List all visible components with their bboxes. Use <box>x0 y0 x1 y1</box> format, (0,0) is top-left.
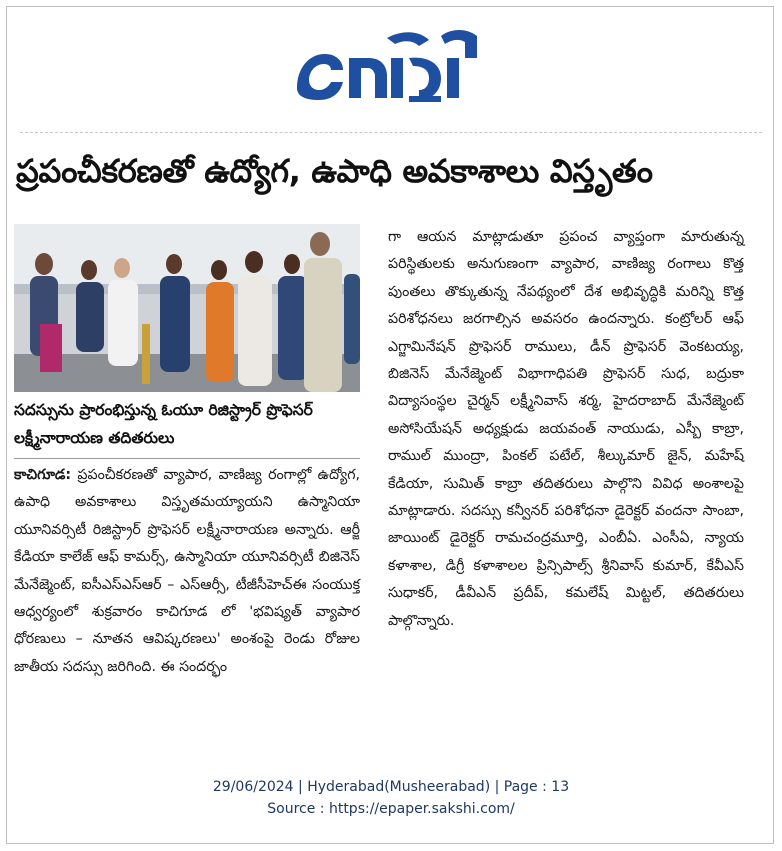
article-column-left <box>14 462 360 681</box>
page-footer <box>0 776 782 820</box>
dateline: కాచిగూడ: <box>14 467 72 483</box>
masthead <box>0 18 782 102</box>
header-divider <box>20 132 762 133</box>
edition-info: 29/06/2024 | Hyderabad(Musheerabad) | Page : 13 <box>212 779 570 795</box>
article-body-right: గా ఆయన మాట్లాడుతూ ప్రపంచ వ్యాప్తంగా మారుతున్న పరిస్థితులకు అనుగుణంగా వ్యాపార, వాణిజ్య రంగాలు కొత్త పుంతలు తొక్కుతున్న నేపథ్యంలో దేశ అభివృద్ధికి మరిన్ని కొత్త పరిశోధనలు జరగాల్సిన అవసరం ఉందన్నారు. కంట్రోలర్ ఆఫ్ ఎగ్జామినేషన్ ప్రొఫెసర్ రాములు, డీన్ ప్రొఫెసర్ వెంకటయ్య, బిజినెస్ మేనేజ్మెంట్ విభాగాధిపతి ప్రొఫెసర్ సుధ, బద్రుకా విద్యాసంస్థల చైర్మన్ లక్ష్మీనివాస్ శర్మ, హైదరాబాద్ మేనేజ్మెంట్ అసోసియేషన్ అధ్యక్షుడు జయవంత్ నాయుడు, ఎస్బీ కాబ్రా, రాముల్ ముంద్రా, పింకల్ పటేల్, శీల్కుమార్ జైన్, మహేష్ కేడియా, సుమిత్ కాబ్రా తదితరులు పాల్గొని వివిధ అంశాలపై మాట్లాడారు. సదస్సు కన్వీనర్ పరిశోధనా డైరెక్టర్ వందనా సాంబా, జాయింట్ డైరెక్టర్ రామచంద్రమూర్తి, ఎంబీఏ. ఎంసీఏ, న్యాయ కళాశాల, డిగ్రీ కళాశాలల ప్రిన్సిపాల్స్ శ్రీనివాస్ కుమార్, కేవీఎస్ సుధాకర్, డీవీఎన్ ప్రదీప్, కమలేష్ మిట్టల్, తదితరులు పాల్గొన్నారు. <box>388 229 744 629</box>
article-body-left: ప్రపంచీకరణతో వ్యాపార, వాణిజ్య రంగాల్లో ఉద్యోగ, ఉపాధి అవకాశాలు విస్తృతమయ్యాయని ఉస్మానియా యూనివర్సిటీ రిజిస్ట్రార్ ప్రొఫెసర్ లక్ష్మీనారాయణ అన్నారు. ఆర్జీ కేడియా కాలేజ్ ఆఫ్ కామర్స్, ఉస్మానియా యూనివర్సిటీ బిజినెస్ మేనేజ్మెంట్, ఐసీఎస్ఎస్ఆర్ – ఎస్ఆర్సీ, టీజీసీహెచ్ఈ సంయుక్త ఆధ్వర్యంలో శుక్రవారం కాచిగూడ లో 'భవిష్యత్ వ్యాపార ధోరణులు – నూతన ఆవిష్కరణలు' అంశంపై రెండు రోజుల జాతీయ సదస్సు జరిగింది. ఈ సందర్భం <box>14 467 360 675</box>
sakshi-logo <box>291 18 491 102</box>
article-column-right <box>388 224 744 635</box>
photo-caption: సదస్సును ప్రారంభిస్తున్న ఓయూ రిజిస్ట్రార్ ప్రొఫెసర్ లక్ష్మీనారాయణ తదితరులు <box>14 401 313 447</box>
article-headline: ప్రపంచీకరణతో ఉద్యోగ, ఉపాధి అవకాశాలు విస్తృతం <box>16 152 653 190</box>
article-photo <box>14 224 360 392</box>
source-link[interactable]: Source : https://epaper.sakshi.com/ <box>267 801 515 817</box>
article-paragraph-left <box>14 462 360 681</box>
caption-divider <box>14 458 360 459</box>
